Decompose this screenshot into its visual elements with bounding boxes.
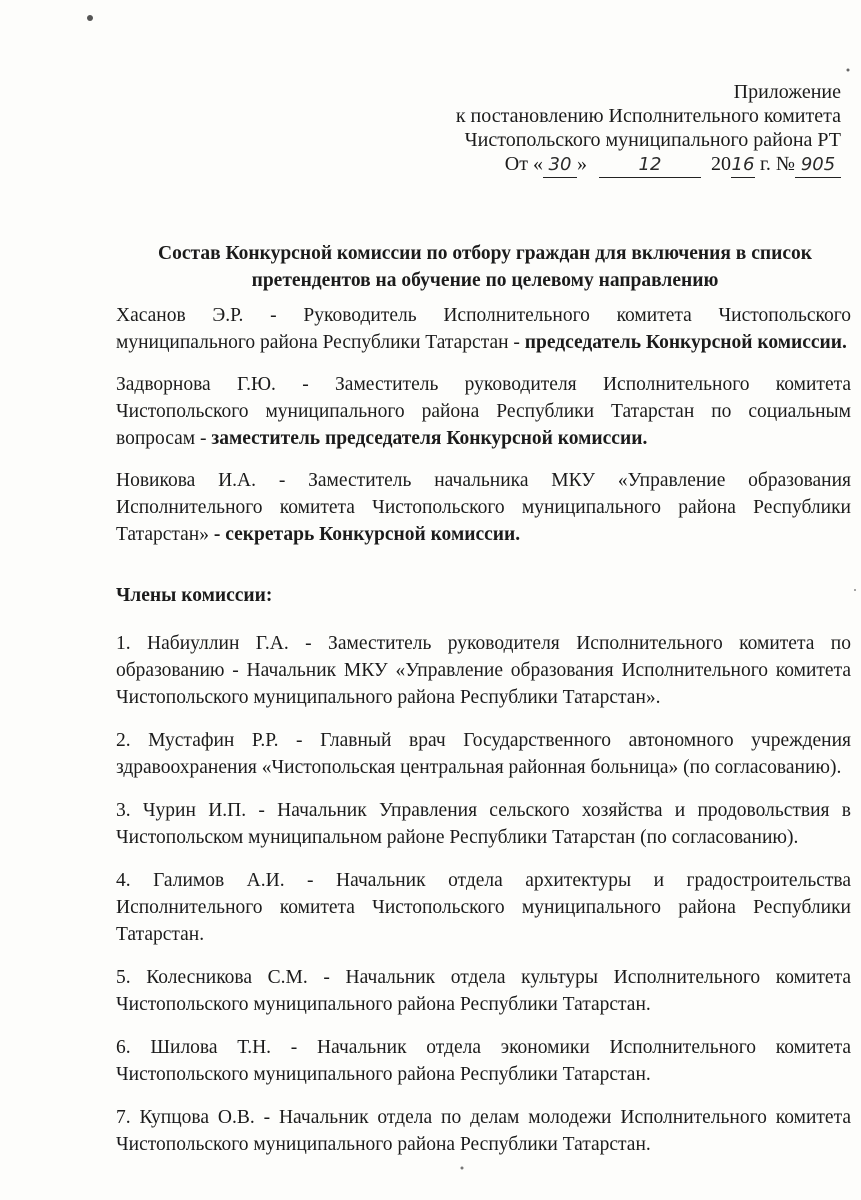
list-item: 6. Шилова Т.Н. - Начальник отдела экономики Исполнительного комитета Чистопольского муниципального района Республики Татарстан.: [116, 1037, 851, 1085]
leader-description: - Заместитель начальника МКУ «Управление образования Исполнительного комитета Чистопольского муниципального района Республики Татарстан»: [116, 470, 852, 545]
district-reference: Чистопольского муниципального района РТ: [464, 129, 841, 151]
list-item: 2. Мустафин Р.Р. - Главный врач Государственного автономного учреждения здравоохранения «Чистопольская центральная районная больница» (по согласованию).: [116, 730, 851, 778]
leader-role: - секретарь Конкурсной комиссии.: [213, 524, 521, 545]
list-item: 7. Купцова О.В. - Начальник отдела по делам молодежи Исполнительного комитета Чистопольского муниципального района Республики Татарстан.: [116, 1107, 851, 1155]
date-day: 30: [543, 153, 577, 178]
list-item: 3. Чурин И.П. - Начальник Управления сельского хозяйства и продовольствия в Чистопольском муниципальном районе Республики Татарстан (по согласованию).: [116, 800, 851, 848]
leader-role: председатель Конкурсной комиссии.: [524, 332, 847, 353]
date-year-suffix: 16: [731, 153, 755, 178]
document-title: Состав Конкурсной комиссии по отбору граждан для включения в список претендентов на обучение по целевому направлению: [158, 243, 812, 291]
leader-name: Новикова И.А.: [116, 470, 257, 491]
resolution-reference: к постановлению Исполнительного комитета: [455, 105, 841, 127]
list-item: 4. Галимов А.И. - Начальник отдела архитектуры и градостроительства Исполнительного комитета Чистопольского муниципального района Республики Татарстан.: [116, 870, 851, 945]
leader-role: заместитель председателя Конкурсной комиссии.: [211, 428, 648, 449]
appendix-label: Приложение: [733, 81, 841, 103]
members-list: [116, 630, 851, 1174]
appendix-header: [456, 80, 841, 178]
members-heading: Члены комиссии:: [116, 585, 273, 606]
date-prefix: От «: [504, 153, 543, 175]
leader-name: Задворнова Г.Ю.: [116, 374, 276, 395]
leader-description: - Заместитель руководителя Исполнительного комитета Чистопольского муниципального района Республики Татарстан по социальным вопросам -: [116, 374, 852, 449]
leader-name: Хасанов Э.Р.: [116, 305, 244, 326]
leaders-section: [116, 302, 851, 563]
list-item: 1. Набиуллин Г.А. - Заместитель руководителя Исполнительного комитета по образованию - Начальник МКУ «Управление образования Исполнительного комитета Чистопольского муниципального района Республики Татарстан».: [116, 633, 851, 708]
date-year-prefix: 20: [710, 153, 731, 175]
leader-secretary: [116, 467, 851, 548]
number-prefix: г. №: [759, 153, 795, 175]
members-section: [116, 582, 851, 609]
date-month: 12: [599, 153, 701, 178]
leader-deputy: [116, 371, 851, 452]
resolution-number: 905: [795, 153, 841, 178]
leader-chairman: [116, 302, 851, 356]
list-item: 5. Колесникова С.М. - Начальник отдела культуры Исполнительного комитета Чистопольского муниципального района Республики Татарстан.: [116, 967, 851, 1015]
date-mid: »: [576, 153, 587, 175]
resolution-date-line: [456, 152, 841, 178]
leader-description: - Руководитель Исполнительного комитета Чистопольского муниципального района Республики Татарстан -: [116, 305, 851, 353]
